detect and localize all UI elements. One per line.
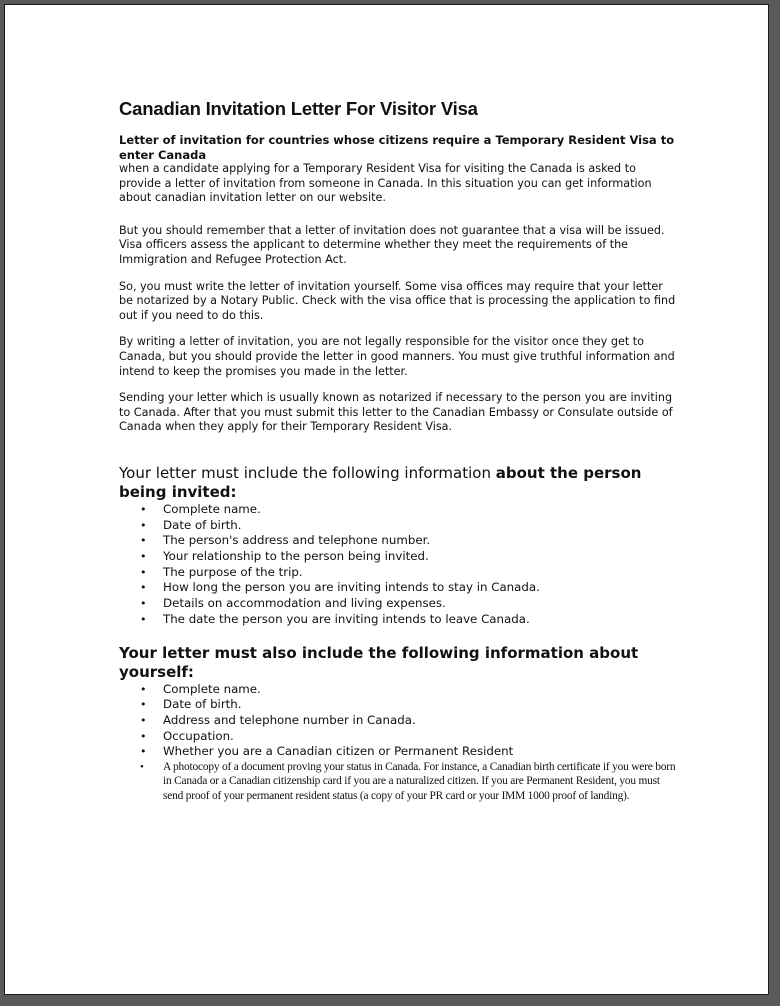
paragraph-sending: Sending your letter which is usually known as notarized if necessary to the person you are inviting to Canada. After that you must submit this letter to the Canadian Embassy or Consulate outside of Canada when they apply for their Temporary Resident Visa. bbox=[119, 391, 673, 434]
list-item: • The purpose of the trip. bbox=[140, 564, 303, 579]
paragraph-guarantee: But you should remember that a letter of invitation does not guarantee that a visa will be issued. Visa officers assess the applicant to determine whether they meet the requirements of the Immigration and Refugee Protection Act. bbox=[119, 223, 665, 266]
section-heading-invitee-bold: about the person being invited: bbox=[119, 463, 642, 501]
paragraph-write-yourself: So, you must write the letter of invitation yourself. Some visa offices may require that your letter be notarized by a Notary Public. Check with the visa office that is processing the application to find out if you need to do this. bbox=[119, 279, 676, 322]
list-item: • The person's address and telephone number. bbox=[140, 533, 431, 548]
bullet-icon: • bbox=[140, 534, 147, 548]
document-page bbox=[4, 4, 769, 995]
list-item: • The date the person you are inviting intends to leave Canada. bbox=[140, 611, 530, 626]
list-item: • Complete name. bbox=[140, 681, 261, 696]
bullet-icon: • bbox=[140, 565, 147, 579]
section-heading-yourself: Your letter must also include the following information about yourself: bbox=[119, 643, 639, 681]
bullet-icon: • bbox=[140, 745, 147, 759]
yourself-info-list bbox=[119, 682, 679, 804]
list-item: • Whether you are a Canadian citizen or Permanent Resident bbox=[140, 744, 514, 759]
bullet-icon: • bbox=[140, 597, 147, 611]
paragraph-responsibility: By writing a letter of invitation, you are not legally responsible for the visitor once they get to Canada, but you should provide the letter in good manners. You must give truthful information and intend to keep the promises you made in the letter. bbox=[119, 335, 675, 378]
bullet-icon: • bbox=[140, 761, 144, 774]
list-item: • Date of birth. bbox=[140, 697, 242, 712]
paragraph-intro: when a candidate applying for a Temporary Resident Visa for visiting the Canada is asked to provide a letter of invitation from someone in Canada. In this situation you can get information about canadian invitation letter on our website. bbox=[119, 162, 652, 205]
bullet-icon: • bbox=[140, 612, 147, 626]
page-subtitle: Letter of invitation for countries whose citizens require a Temporary Resident Visa to enter Canada bbox=[119, 133, 675, 162]
bullet-icon: • bbox=[140, 698, 147, 712]
section-heading-invitee bbox=[119, 464, 679, 502]
bullet-icon: • bbox=[140, 550, 147, 564]
list-item: • Date of birth. bbox=[140, 517, 242, 532]
bullet-icon: • bbox=[140, 682, 147, 696]
list-item: • How long the person you are inviting intends to stay in Canada. bbox=[140, 580, 540, 595]
list-item: • Address and telephone number in Canada. bbox=[140, 712, 416, 727]
list-item: • Your relationship to the person being invited. bbox=[140, 549, 429, 564]
bullet-icon: • bbox=[140, 581, 147, 595]
bullet-icon: • bbox=[140, 729, 147, 743]
list-item: • Complete name. bbox=[140, 501, 261, 516]
bullet-icon: • bbox=[140, 713, 147, 727]
bullet-icon: • bbox=[140, 518, 147, 532]
page-title: Canadian Invitation Letter For Visitor Visa bbox=[119, 98, 478, 119]
document-content bbox=[119, 98, 679, 803]
section-heading-invitee-normal: Your letter must include the following information bbox=[119, 463, 496, 482]
invitee-info-list bbox=[119, 502, 679, 628]
list-item: • Details on accommodation and living expenses. bbox=[140, 596, 446, 611]
list-item: • Occupation. bbox=[140, 728, 234, 743]
bullet-icon: • bbox=[140, 502, 147, 516]
list-item-status-proof: • A photocopy of a document proving your status in Canada. For instance, a Canadian birth certificate if you were born in Canada or a Canadian citizenship card if you are a naturalized citizen. If you are Permanent Resident, you must send proof of your permanent resident status (a copy of your PR card or your IMM 1000 proof of landing). bbox=[140, 761, 676, 802]
